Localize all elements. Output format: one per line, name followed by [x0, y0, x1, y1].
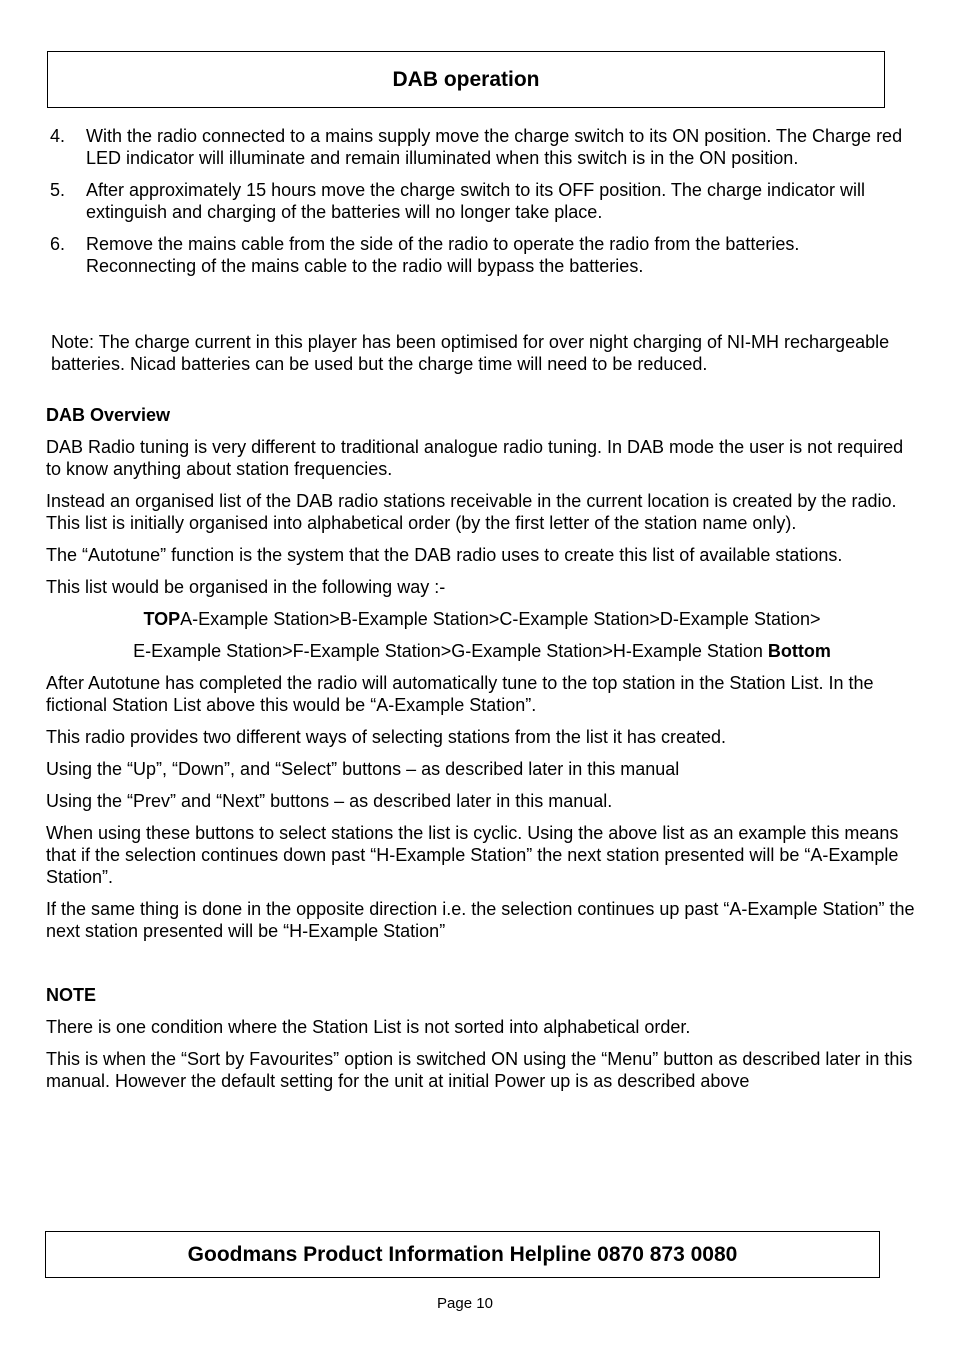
paragraph: The “Autotune” function is the system that the DAB radio uses to create this list of available stations.: [46, 545, 843, 565]
paragraph: If the same thing is done in the opposite direction i.e. the selection continues up past “A-Example Station” the next station presented will be “H-Example Station”: [46, 899, 915, 941]
paragraph: Using the “Up”, “Down”, and “Select” buttons – as described later in this manual: [46, 759, 680, 779]
main-content: [46, 404, 918, 1102]
list-item: [50, 125, 910, 169]
bottom-label: Bottom: [767, 641, 831, 661]
steps-list: [50, 125, 910, 287]
paragraph: When using these buttons to select stations the list is cyclic. Using the above list as an example this means that if the selection continues down past “H-Example Station” the next station presented will be “A-Example Station”.: [46, 823, 899, 887]
step-text: With the radio connected to a mains supply move the charge switch to its ON position. The Charge red LED indicator will illuminate and remain illuminated when this switch is in the ON position.: [86, 126, 903, 168]
station-list-text: A-Example Station>B-Example Station>C-Example Station>D-Example Station>: [180, 609, 821, 629]
station-list-line-1: [46, 608, 918, 630]
page-number: Page 10: [437, 1295, 493, 1312]
top-label: TOP: [143, 609, 181, 629]
helpline-banner: Goodmans Product Information Helpline 0870 873 0080: [45, 1231, 880, 1278]
paragraph: After Autotune has completed the radio will automatically tune to the top station in the Station List. In the fictional Station List above this would be “A-Example Station”.: [46, 673, 874, 715]
paragraph: Using the “Prev” and “Next” buttons – as described later in this manual.: [46, 791, 613, 811]
paragraph: This list would be organised in the following way :-: [46, 577, 446, 597]
page-title: DAB operation: [47, 51, 885, 108]
paragraph: This radio provides two different ways of selecting stations from the list it has created.: [46, 727, 726, 747]
note-heading: NOTE: [46, 985, 97, 1005]
paragraph: Instead an organised list of the DAB radio stations receivable in the current location is created by the radio. This list is initially organised into alphabetical order (by the first letter of the station name only).: [46, 491, 897, 533]
step-text: After approximately 15 hours move the charge switch to its OFF position. The charge indicator will extinguish and charging of the batteries will no longer take place.: [86, 180, 866, 222]
spacer: [46, 952, 918, 984]
station-list-text: E-Example Station>F-Example Station>G-Example Station>H-Example Station: [133, 641, 768, 661]
step-number: 6.: [50, 234, 66, 254]
list-item: [50, 179, 910, 223]
step-number: 5.: [50, 180, 66, 200]
paragraph: This is when the “Sort by Favourites” option is switched ON using the “Menu” button as described later in this manual. However the default setting for the unit at initial Power up is as described above: [46, 1049, 913, 1091]
paragraph: DAB Radio tuning is very different to traditional analogue radio tuning. In DAB mode the user is not required to know anything about station frequencies.: [46, 437, 904, 479]
overview-heading: DAB Overview: [46, 405, 171, 425]
step-text: Remove the mains cable from the side of the radio to operate the radio from the batteries. Reconnecting of the mains cable to the radio will bypass the batteries.: [86, 234, 800, 276]
list-item: [50, 233, 910, 277]
paragraph: There is one condition where the Station List is not sorted into alphabetical order.: [46, 1017, 691, 1037]
charge-note: Note: The charge current in this player has been optimised for over night charging of NI-MH rechargeable batteries. Nicad batteries can be used but the charge time will need to be reduced.: [51, 332, 890, 374]
step-number: 4.: [50, 126, 66, 146]
station-list-line-2: [46, 640, 918, 662]
